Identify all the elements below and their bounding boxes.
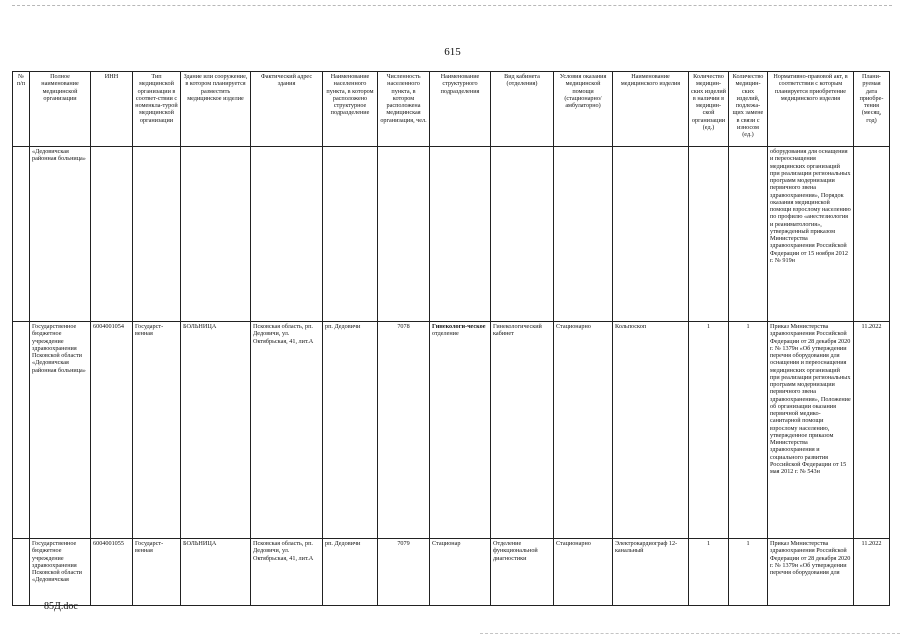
- cabinet-cell: Гинекологический кабинет: [491, 322, 554, 539]
- table-header-row: [13, 72, 890, 147]
- inn-cell: [91, 147, 133, 322]
- header-cell: Плани-руемая дата приобре-тения (месяц, год): [854, 72, 890, 147]
- address-cell: [251, 147, 323, 322]
- header-cell: № п/п: [13, 72, 30, 147]
- header-cell: Численность населенного пункта, в котором расположена медицинская организация, чел.: [378, 72, 430, 147]
- building-cell: БОЛЬНИЦА: [181, 539, 251, 606]
- legal-act-cell: Приказ Министерства здравоохранения Российской Федерации от 28 декабря 2020 г. № 1379н «Об утверждении перечня оборудования для: [768, 539, 854, 606]
- table-row: [13, 539, 890, 606]
- population-cell: 7079: [378, 539, 430, 606]
- footer-filename: 85Д.doc: [44, 601, 78, 612]
- cabinet-cell: Отделение функциональной диагностики: [491, 539, 554, 606]
- population-cell: [378, 147, 430, 322]
- unit-cell: Стационар: [430, 539, 491, 606]
- header-cell: Количество медицин-ских изделий в наличии в медицин-ской организации (ед.): [689, 72, 729, 147]
- unit-bold-label: Гинекологи-ческое: [432, 323, 486, 330]
- qty-replace-cell: 1: [729, 539, 768, 606]
- header-cell: Нормативно-правовой акт, в соответствии с которым планируется приобретение медицинского изделия: [768, 72, 854, 147]
- scan-bottom-edge: [480, 633, 900, 634]
- header-cell: Наименование населенного пункта, в котором расположено структурное подразделение: [323, 72, 378, 147]
- locality-cell: рп. Дедовичи: [323, 322, 378, 539]
- unit-cell: [430, 322, 491, 539]
- device-cell: Кольпоскоп: [613, 322, 689, 539]
- row-number: [13, 147, 30, 322]
- building-cell: [181, 147, 251, 322]
- qty-have-cell: 1: [689, 322, 729, 539]
- header-cell: Фактический адрес здания: [251, 72, 323, 147]
- inn-cell: 6004001054: [91, 322, 133, 539]
- org-type-cell: Государст-венная: [133, 322, 181, 539]
- purchase-date-cell: 11.2022: [854, 322, 890, 539]
- organization-name: «Дедовичская районная больница»: [30, 147, 91, 322]
- table-row: [13, 322, 890, 539]
- cabinet-cell: [491, 147, 554, 322]
- header-cell: Тип медицинской организации в соответ-ствии с номенкла-турой медицинской организации: [133, 72, 181, 147]
- qty-replace-cell: [729, 147, 768, 322]
- organization-name: Государственное бюджетное учреждение здравоохранения Псковской области «Дедовичская районная больница»: [30, 322, 91, 539]
- locality-cell: [323, 147, 378, 322]
- organization-name: Государственное бюджетное учреждение здравоохранения Псковской области «Дедовичская: [30, 539, 91, 606]
- legal-act-cell: оборудования для оснащения и переоснащения медицинских организаций при реализации региональных программ модернизации первичного звена здравоохранения», Порядок оказания медицинской помощи взрослому населению по профилю «анестезиология и реаниматология», утвержденный приказом Министерства здравоохранения Российской Федерации от 15 ноября 2012 г. № 919н: [768, 147, 854, 322]
- header-cell: Наименование медицинского изделия: [613, 72, 689, 147]
- qty-replace-cell: 1: [729, 322, 768, 539]
- address-cell: Псковская область, рп. Дедовичи, ул. Октябрьская, 41, лит.А: [251, 539, 323, 606]
- purchase-date-cell: 11.2022: [854, 539, 890, 606]
- page-number: 615: [444, 46, 461, 58]
- header-cell: Наименование структурного подразделения: [430, 72, 491, 147]
- unit-label: отделение: [432, 330, 459, 338]
- locality-cell: рп. Дедовичи: [323, 539, 378, 606]
- device-cell: [613, 147, 689, 322]
- device-cell: Электрокардиограф 12-канальный: [613, 539, 689, 606]
- population-cell: 7078: [378, 322, 430, 539]
- address-cell: Псковская область, рп. Дедовичи, ул. Октябрьская, 41, лит.А: [251, 322, 323, 539]
- qty-have-cell: [689, 147, 729, 322]
- org-type-cell: [133, 147, 181, 322]
- header-cell: Полное наименование медицинской организации: [30, 72, 91, 147]
- unit-cell: [430, 147, 491, 322]
- header-cell: Здание или сооружение, в котором планируется разместить медицинское изделие: [181, 72, 251, 147]
- inn-cell: 6004001055: [91, 539, 133, 606]
- qty-have-cell: 1: [689, 539, 729, 606]
- scan-top-edge: [12, 5, 892, 6]
- equipment-table: [12, 71, 890, 606]
- conditions-cell: Стационарно: [554, 322, 613, 539]
- legal-act-cell: Приказ Министерства здравоохранения Российской Федерации от 28 декабря 2020 г. № 1379н «Об утверждении перечня оборудования для оснащения и переоснащения медицинских организаций при реализации региональных программ модернизации первичного звена здравоохранения», Положение об организации оказания первичной медико-санитарной помощи взрослому населению, утвержденное приказом Министерства здравоохранения и социального развития Российской Федерации от 15 мая 2012 г. № 543н: [768, 322, 854, 539]
- header-cell: Количество медицин-ских изделий, подлежа-щих замене в связи с износом (ед.): [729, 72, 768, 147]
- row-number: [13, 322, 30, 539]
- conditions-cell: Стационарно: [554, 539, 613, 606]
- building-cell: БОЛЬНИЦА: [181, 322, 251, 539]
- row-number: [13, 539, 30, 606]
- conditions-cell: [554, 147, 613, 322]
- header-cell: Вид кабинета (отделения): [491, 72, 554, 147]
- org-type-cell: Государст-венная: [133, 539, 181, 606]
- table-row: [13, 147, 890, 322]
- header-cell: ИНН: [91, 72, 133, 147]
- purchase-date-cell: [854, 147, 890, 322]
- header-cell: Условия оказания медицинской помощи (стационарно/амбулаторно): [554, 72, 613, 147]
